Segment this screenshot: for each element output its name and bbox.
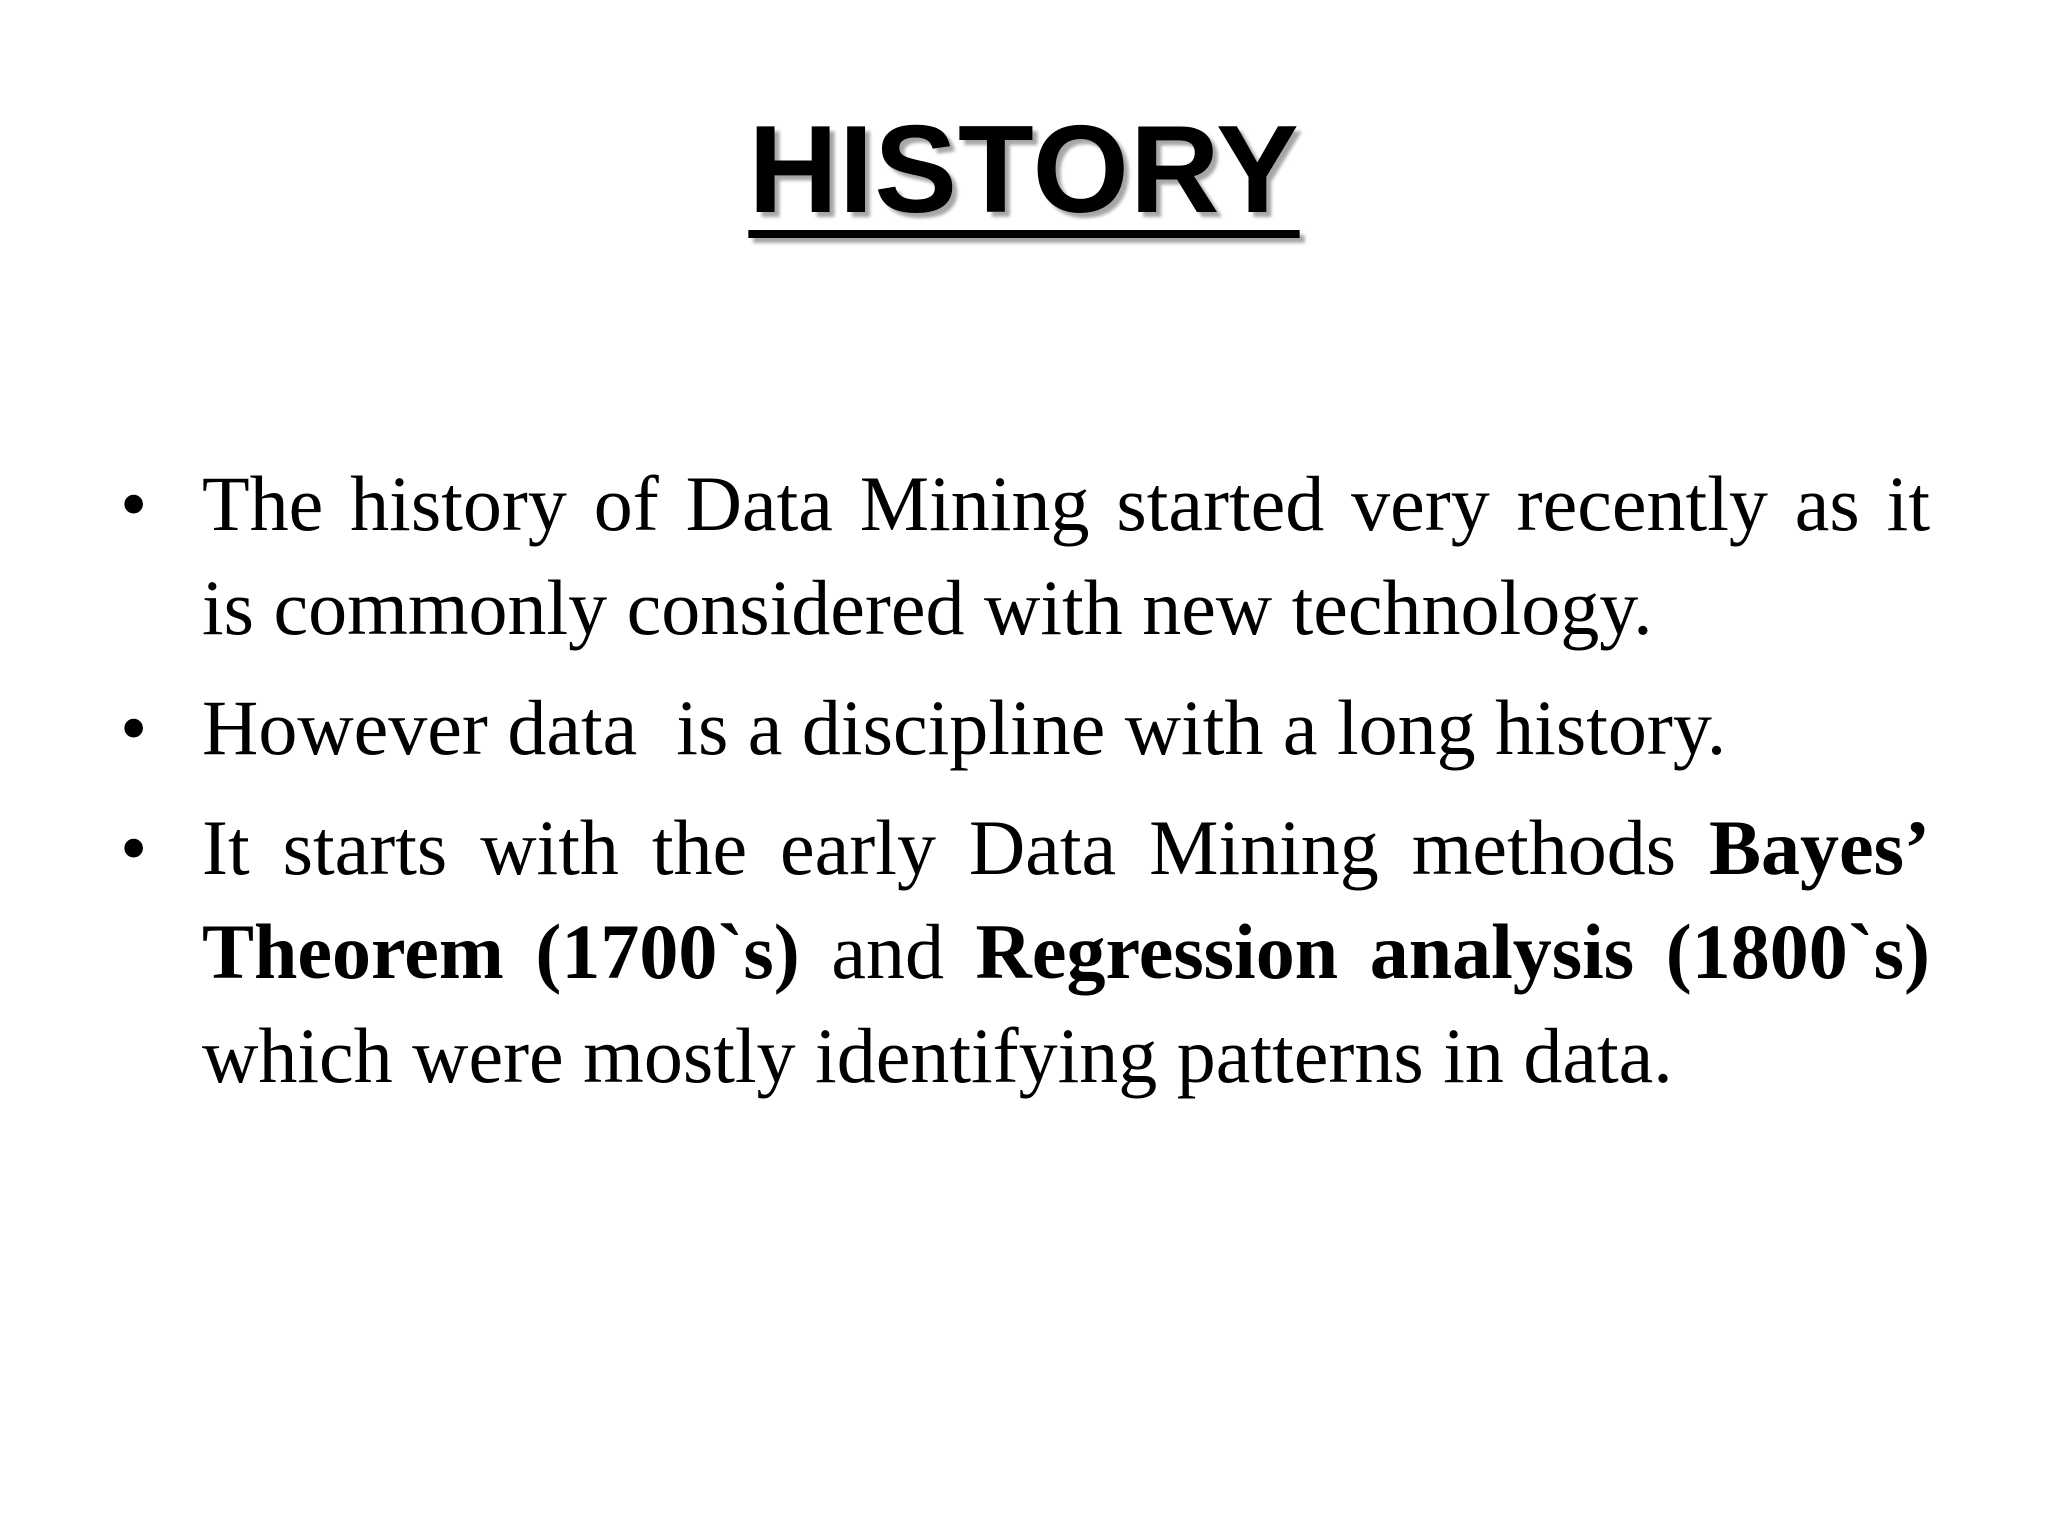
bayes-theorem-term: Bayes’ Theorem (1700`s) xyxy=(202,804,1930,995)
bullet-list xyxy=(120,452,1930,1124)
slide-title: HISTORY xyxy=(748,101,1300,239)
bullet-item-long-history xyxy=(120,676,1930,780)
bullet-text: The history of Data Mining started very recently as it is commonly considered with new technology. xyxy=(202,460,1930,651)
bullet-text-middle: and xyxy=(799,908,976,995)
bullet-text-intro: It starts with the early Data Mining methods xyxy=(202,804,1710,891)
bullet-marker: • xyxy=(120,460,148,547)
bullet-marker: • xyxy=(120,804,148,891)
bullet-item-history-start xyxy=(120,452,1930,660)
bullet-text: However data is a discipline with a long history. xyxy=(202,684,1727,771)
bullet-text-outro: which were mostly identifying patterns in data. xyxy=(202,1012,1673,1099)
bullet-marker: • xyxy=(120,684,148,771)
bullet-item-early-methods xyxy=(120,796,1930,1108)
regression-analysis-term: Regression analysis (1800`s) xyxy=(975,908,1931,995)
